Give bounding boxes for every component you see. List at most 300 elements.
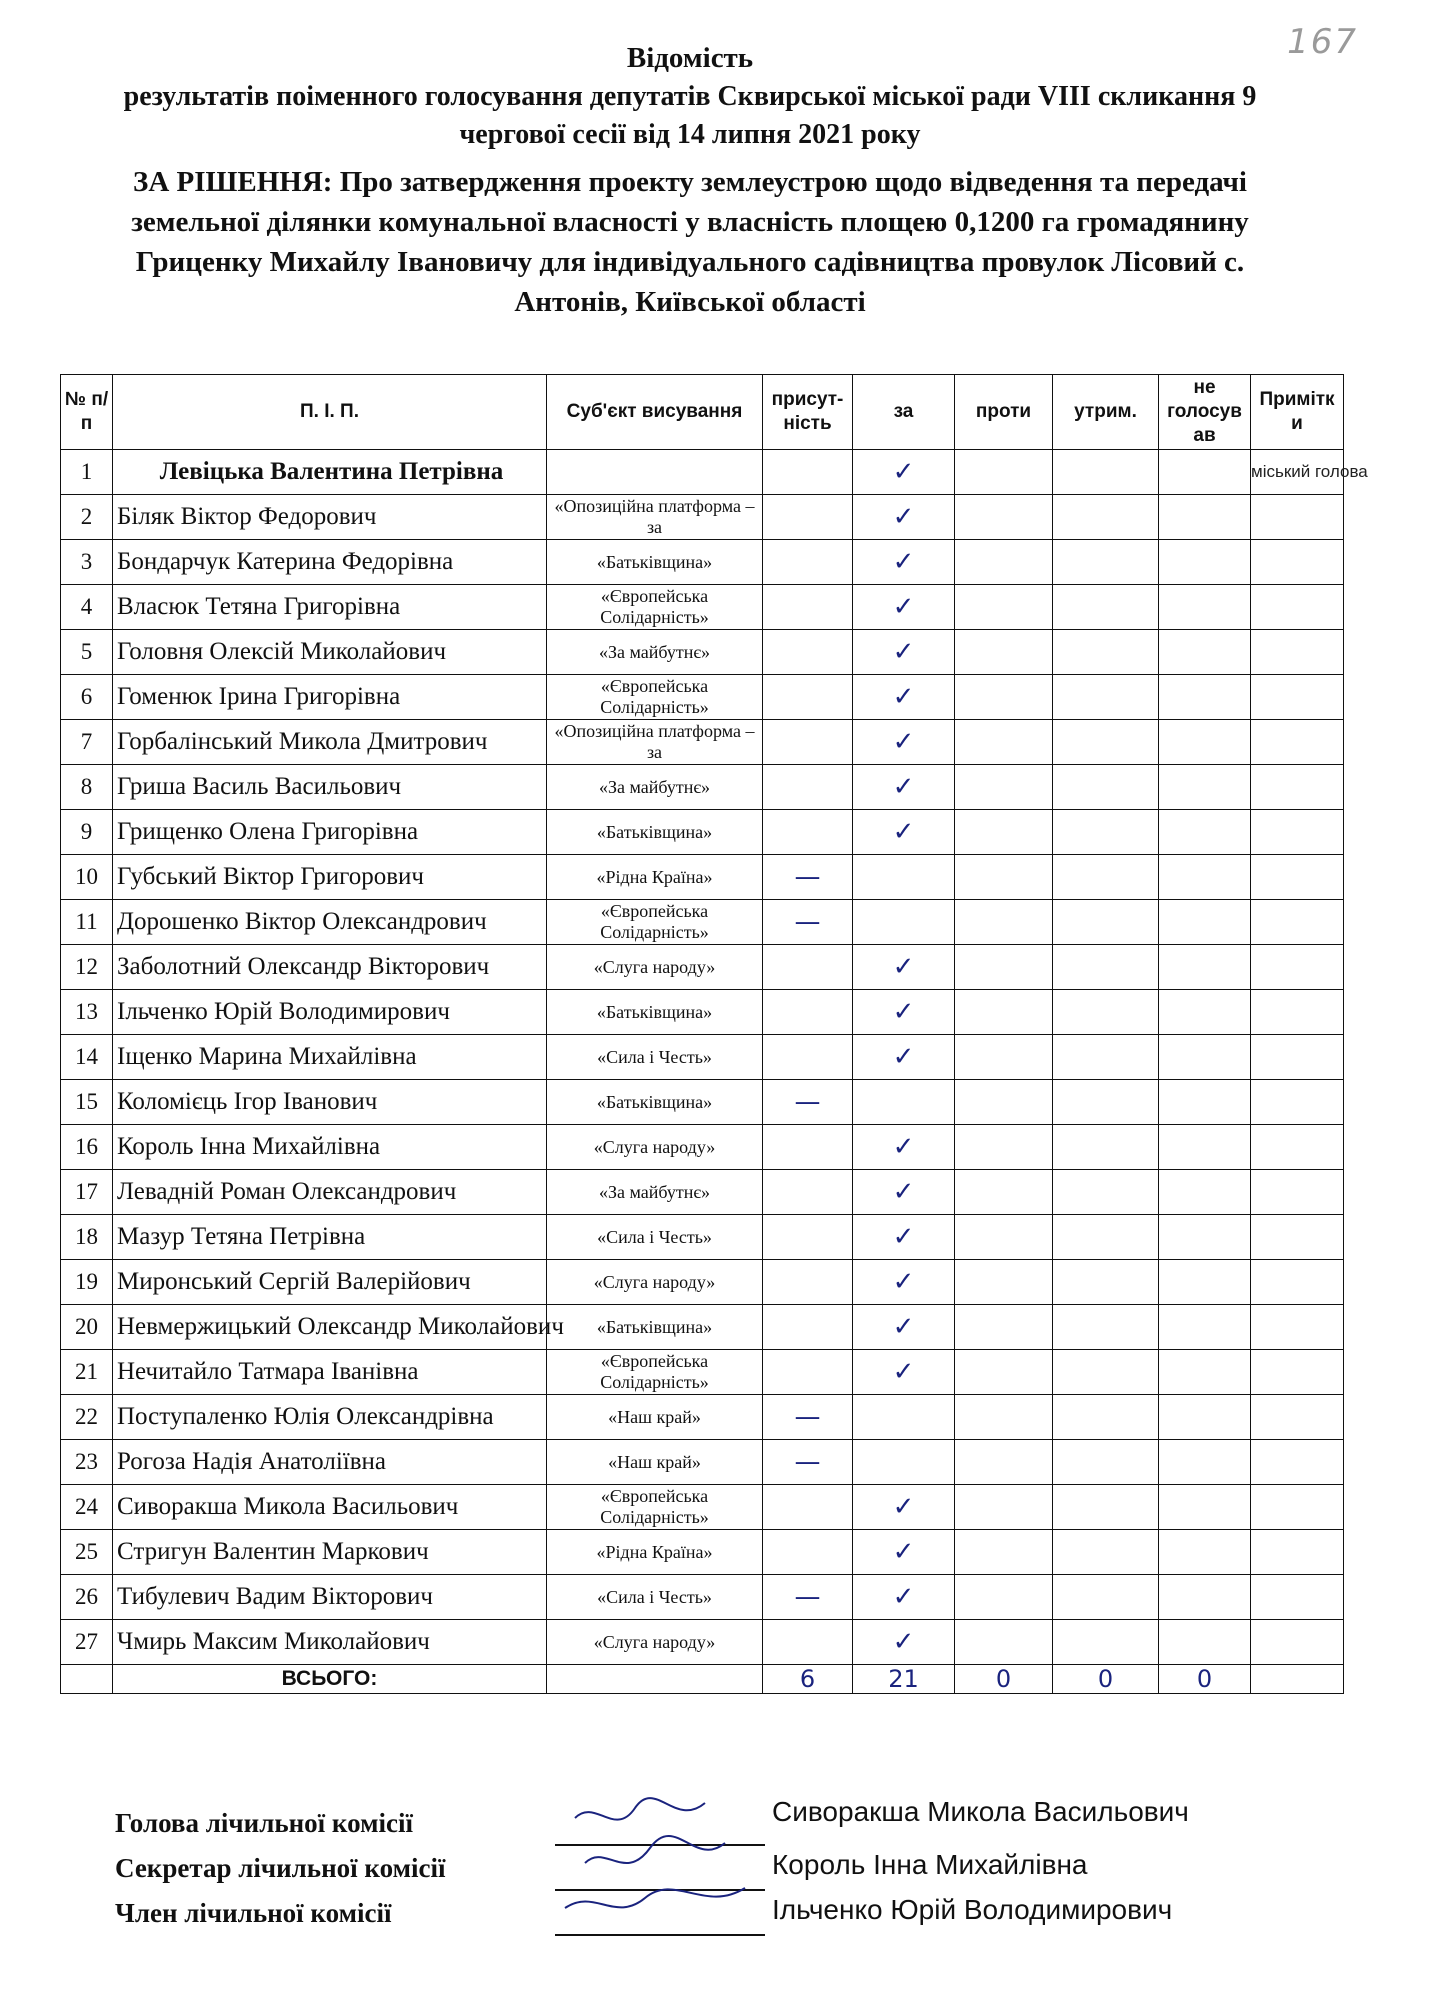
row-not-voted-mark xyxy=(1159,1395,1251,1440)
table-row xyxy=(61,1260,1344,1305)
table-row xyxy=(61,900,1344,945)
row-party: «Опозиційна платформа – за xyxy=(547,720,763,765)
row-abstain-mark xyxy=(1053,1170,1159,1215)
row-note xyxy=(1251,855,1344,900)
row-for-mark: ✓ xyxy=(853,585,955,630)
commission-member-name: Ільченко Юрій Володимирович xyxy=(772,1894,1173,1925)
col-header-abstain: утрим. xyxy=(1053,375,1159,450)
row-not-voted-mark xyxy=(1159,450,1251,495)
decision-line-3: Гриценку Михайлу Івановичу для індивідуального садівництва провулок Лісовий с. xyxy=(135,246,1245,278)
decision-line-2: земельної ділянки комунальної власності у власність площею 0,1200 га громадянину xyxy=(131,206,1249,238)
row-name: Король Інна Михайлівна xyxy=(113,1125,547,1170)
row-not-voted-mark xyxy=(1159,810,1251,855)
commission-member-role: Член лічильної комісії xyxy=(115,1898,392,1928)
document-title: Відомість xyxy=(626,42,754,74)
row-name: Сиворакша Микола Васильович xyxy=(113,1485,547,1530)
row-abstain-mark xyxy=(1053,1485,1159,1530)
row-not-voted-mark xyxy=(1159,1215,1251,1260)
row-for-mark: ✓ xyxy=(853,720,955,765)
row-not-voted-mark xyxy=(1159,540,1251,585)
row-party: «Слуга народу» xyxy=(547,1125,763,1170)
row-for-mark: ✓ xyxy=(853,1170,955,1215)
row-present-mark xyxy=(763,1260,853,1305)
subtitle-line-2: чергової сесії від 14 липня 2021 року xyxy=(459,119,921,150)
row-present-mark xyxy=(763,1305,853,1350)
row-for-mark xyxy=(853,1440,955,1485)
row-not-voted-mark xyxy=(1159,990,1251,1035)
row-name: Бондарчук Катерина Федорівна xyxy=(113,540,547,585)
row-not-voted-mark xyxy=(1159,1125,1251,1170)
row-abstain-mark xyxy=(1053,450,1159,495)
row-present-mark: — xyxy=(763,1440,853,1485)
row-for-mark: ✓ xyxy=(853,1485,955,1530)
row-present-mark xyxy=(763,495,853,540)
row-present-mark: — xyxy=(763,855,853,900)
row-against-mark xyxy=(955,495,1053,540)
row-note xyxy=(1251,1125,1344,1170)
row-against-mark xyxy=(955,1440,1053,1485)
row-party: «Європейська Солідарність» xyxy=(547,1350,763,1395)
row-against-mark xyxy=(955,450,1053,495)
row-num: 26 xyxy=(61,1575,113,1620)
row-abstain-mark xyxy=(1053,1215,1159,1260)
row-party: «Слуга народу» xyxy=(547,1260,763,1305)
row-name: Ільченко Юрій Володимирович xyxy=(113,990,547,1035)
col-header-present: присут-ність xyxy=(763,375,853,450)
row-note xyxy=(1251,1485,1344,1530)
row-present-mark: — xyxy=(763,1395,853,1440)
total-not-voted: 0 xyxy=(1159,1665,1251,1694)
row-not-voted-mark xyxy=(1159,1620,1251,1665)
row-abstain-mark xyxy=(1053,1305,1159,1350)
col-header-for: за xyxy=(853,375,955,450)
row-party: «Сила і Честь» xyxy=(547,1575,763,1620)
table-row xyxy=(61,540,1344,585)
commission-chair-row xyxy=(115,1796,1365,1848)
row-note: міський голова xyxy=(1251,450,1344,495)
table-row xyxy=(61,495,1344,540)
row-present-mark xyxy=(763,1125,853,1170)
row-party: «Слуга народу» xyxy=(547,1620,763,1665)
row-for-mark: ✓ xyxy=(853,450,955,495)
row-against-mark xyxy=(955,1530,1053,1575)
row-present-mark xyxy=(763,1620,853,1665)
row-name: Власюк Тетяна Григорівна xyxy=(113,585,547,630)
row-name: Гриша Василь Васильович xyxy=(113,765,547,810)
signature-line-chair xyxy=(555,1844,765,1846)
row-not-voted-mark xyxy=(1159,1170,1251,1215)
row-num: 11 xyxy=(61,900,113,945)
row-against-mark xyxy=(955,1485,1053,1530)
row-name: Горбалінський Микола Дмитрович xyxy=(113,720,547,765)
row-abstain-mark xyxy=(1053,900,1159,945)
col-header-notes: Примітк и xyxy=(1251,375,1344,450)
row-for-mark: ✓ xyxy=(853,1350,955,1395)
row-party: «Сила і Честь» xyxy=(547,1215,763,1260)
row-against-mark xyxy=(955,1260,1053,1305)
row-party: «Слуга народу» xyxy=(547,945,763,990)
row-note xyxy=(1251,990,1344,1035)
row-party: «Сила і Честь» xyxy=(547,1035,763,1080)
row-num: 2 xyxy=(61,495,113,540)
row-abstain-mark xyxy=(1053,810,1159,855)
row-for-mark: ✓ xyxy=(853,1260,955,1305)
row-against-mark xyxy=(955,675,1053,720)
row-note xyxy=(1251,810,1344,855)
row-party: «Європейська Солідарність» xyxy=(547,675,763,720)
row-against-mark xyxy=(955,1125,1053,1170)
row-not-voted-mark xyxy=(1159,1035,1251,1080)
row-name: Біляк Віктор Федорович xyxy=(113,495,547,540)
row-against-mark xyxy=(955,1395,1053,1440)
row-num: 20 xyxy=(61,1305,113,1350)
row-against-mark xyxy=(955,585,1053,630)
row-not-voted-mark xyxy=(1159,1440,1251,1485)
row-name: Мазур Тетяна Петрівна xyxy=(113,1215,547,1260)
row-abstain-mark xyxy=(1053,1125,1159,1170)
row-present-mark: — xyxy=(763,900,853,945)
row-name: Губський Віктор Григорович xyxy=(113,855,547,900)
table-row xyxy=(61,1305,1344,1350)
row-against-mark xyxy=(955,1170,1053,1215)
total-against: 0 xyxy=(955,1665,1053,1694)
row-present-mark: — xyxy=(763,1080,853,1125)
total-row xyxy=(61,1665,1344,1694)
row-name: Поступаленко Юлія Олександрівна xyxy=(113,1395,547,1440)
row-num: 12 xyxy=(61,945,113,990)
row-num: 1 xyxy=(61,450,113,495)
row-against-mark xyxy=(955,1620,1053,1665)
row-for-mark: ✓ xyxy=(853,1215,955,1260)
row-note xyxy=(1251,900,1344,945)
row-present-mark xyxy=(763,1530,853,1575)
row-against-mark xyxy=(955,945,1053,990)
table-row xyxy=(61,1395,1344,1440)
total-empty-notes xyxy=(1251,1665,1344,1694)
table-row xyxy=(61,765,1344,810)
commission-member-row xyxy=(115,1894,1365,1938)
row-abstain-mark xyxy=(1053,495,1159,540)
row-name: Левадній Роман Олександрович xyxy=(113,1170,547,1215)
row-abstain-mark xyxy=(1053,1575,1159,1620)
row-abstain-mark xyxy=(1053,945,1159,990)
row-against-mark xyxy=(955,1080,1053,1125)
signature-line-secretary xyxy=(555,1889,765,1891)
row-for-mark xyxy=(853,900,955,945)
row-not-voted-mark xyxy=(1159,945,1251,990)
row-not-voted-mark xyxy=(1159,720,1251,765)
table-row xyxy=(61,675,1344,720)
row-against-mark xyxy=(955,1575,1053,1620)
row-party: «Наш край» xyxy=(547,1395,763,1440)
row-party: «Рідна Країна» xyxy=(547,855,763,900)
row-party: «Європейська Солідарність» xyxy=(547,900,763,945)
row-present-mark xyxy=(763,540,853,585)
document-header xyxy=(30,38,1350,322)
row-abstain-mark xyxy=(1053,1530,1159,1575)
row-num: 10 xyxy=(61,855,113,900)
row-for-mark: ✓ xyxy=(853,495,955,540)
row-note xyxy=(1251,1395,1344,1440)
row-not-voted-mark xyxy=(1159,1305,1251,1350)
row-note xyxy=(1251,1170,1344,1215)
table-body xyxy=(61,450,1368,1665)
row-against-mark xyxy=(955,720,1053,765)
row-not-voted-mark xyxy=(1159,1530,1251,1575)
row-against-mark xyxy=(955,855,1053,900)
row-for-mark: ✓ xyxy=(853,630,955,675)
row-for-mark: ✓ xyxy=(853,765,955,810)
row-for-mark: ✓ xyxy=(853,1305,955,1350)
total-present: 6 xyxy=(763,1665,853,1694)
decision-text xyxy=(30,162,1350,322)
row-not-voted-mark xyxy=(1159,900,1251,945)
row-name: Дорошенко Віктор Олександрович xyxy=(113,900,547,945)
total-label: ВСЬОГО: xyxy=(113,1665,547,1694)
signature-line-member xyxy=(555,1934,765,1936)
row-present-mark xyxy=(763,675,853,720)
row-against-mark xyxy=(955,810,1053,855)
row-against-mark xyxy=(955,1215,1053,1260)
row-abstain-mark xyxy=(1053,1260,1159,1305)
row-against-mark xyxy=(955,765,1053,810)
row-not-voted-mark xyxy=(1159,1350,1251,1395)
row-not-voted-mark xyxy=(1159,1575,1251,1620)
row-present-mark xyxy=(763,630,853,675)
row-note xyxy=(1251,495,1344,540)
row-for-mark: ✓ xyxy=(853,1620,955,1665)
row-note xyxy=(1251,1080,1344,1125)
row-present-mark xyxy=(763,1170,853,1215)
table-row xyxy=(61,1575,1344,1620)
table-row xyxy=(61,1440,1344,1485)
col-header-against: проти xyxy=(955,375,1053,450)
row-num: 25 xyxy=(61,1530,113,1575)
row-note xyxy=(1251,1575,1344,1620)
table-row xyxy=(61,1125,1344,1170)
row-against-mark xyxy=(955,990,1053,1035)
commission-secretary-row xyxy=(115,1849,1365,1893)
table-row xyxy=(61,1530,1344,1575)
row-present-mark xyxy=(763,1215,853,1260)
col-header-not-voted: не голосув ав xyxy=(1159,375,1251,450)
row-num: 6 xyxy=(61,675,113,720)
row-for-mark: ✓ xyxy=(853,1575,955,1620)
row-num: 7 xyxy=(61,720,113,765)
row-for-mark: ✓ xyxy=(853,810,955,855)
row-num: 13 xyxy=(61,990,113,1035)
row-against-mark xyxy=(955,1035,1053,1080)
col-header-name: П. І. П. xyxy=(113,375,547,450)
row-note xyxy=(1251,540,1344,585)
row-abstain-mark xyxy=(1053,1350,1159,1395)
row-note xyxy=(1251,945,1344,990)
row-abstain-mark xyxy=(1053,675,1159,720)
row-note xyxy=(1251,1440,1344,1485)
row-not-voted-mark xyxy=(1159,495,1251,540)
row-against-mark xyxy=(955,630,1053,675)
row-num: 5 xyxy=(61,630,113,675)
subtitle-line-1: результатів поіменного голосування депутатів Сквирської міської ради VIII скликання 9 xyxy=(123,81,1257,112)
row-present-mark xyxy=(763,1485,853,1530)
row-name: Нечитайло Татмара Іванівна xyxy=(113,1350,547,1395)
page-number: 167 xyxy=(1287,22,1358,62)
row-num: 23 xyxy=(61,1440,113,1485)
row-abstain-mark xyxy=(1053,1395,1159,1440)
row-name: Коломієць Ігор Іванович xyxy=(113,1080,547,1125)
row-num: 14 xyxy=(61,1035,113,1080)
row-for-mark: ✓ xyxy=(853,990,955,1035)
commission-chair-role: Голова лічильної комісії xyxy=(115,1808,413,1838)
row-present-mark xyxy=(763,990,853,1035)
row-name: Левіцька Валентина Петрівна xyxy=(113,450,547,495)
table-row xyxy=(61,1080,1344,1125)
row-note xyxy=(1251,630,1344,675)
row-name: Тибулевич Вадим Вікторович xyxy=(113,1575,547,1620)
row-abstain-mark xyxy=(1053,1080,1159,1125)
row-for-mark xyxy=(853,1080,955,1125)
row-not-voted-mark xyxy=(1159,1485,1251,1530)
row-num: 15 xyxy=(61,1080,113,1125)
row-note xyxy=(1251,585,1344,630)
row-present-mark xyxy=(763,1350,853,1395)
row-abstain-mark xyxy=(1053,765,1159,810)
row-num: 3 xyxy=(61,540,113,585)
row-name: Стригун Валентин Маркович xyxy=(113,1530,547,1575)
commission-secretary-name: Король Інна Михайлівна xyxy=(772,1849,1088,1880)
row-note xyxy=(1251,1350,1344,1395)
row-num: 24 xyxy=(61,1485,113,1530)
row-not-voted-mark xyxy=(1159,855,1251,900)
row-abstain-mark xyxy=(1053,1440,1159,1485)
row-present-mark: — xyxy=(763,1575,853,1620)
commission-secretary-role: Секретар лічильної комісії xyxy=(115,1853,446,1883)
commission-chair-name: Сиворакша Микола Васильович xyxy=(772,1796,1189,1827)
decision-line-1: ЗА РІШЕННЯ: Про затвердження проекту землеустрою щодо відведення та передачі xyxy=(133,166,1247,198)
row-party: «Рідна Країна» xyxy=(547,1530,763,1575)
total-empty-party xyxy=(547,1665,763,1694)
row-num: 4 xyxy=(61,585,113,630)
row-present-mark xyxy=(763,810,853,855)
row-num: 16 xyxy=(61,1125,113,1170)
row-party xyxy=(547,450,763,495)
row-abstain-mark xyxy=(1053,540,1159,585)
row-note xyxy=(1251,1215,1344,1260)
row-name: Головня Олексій Миколайович xyxy=(113,630,547,675)
row-present-mark xyxy=(763,585,853,630)
row-num: 8 xyxy=(61,765,113,810)
voting-table xyxy=(60,374,1368,1694)
table-row xyxy=(61,1485,1344,1530)
row-note xyxy=(1251,1620,1344,1665)
row-for-mark: ✓ xyxy=(853,675,955,720)
row-num: 21 xyxy=(61,1350,113,1395)
row-num: 18 xyxy=(61,1215,113,1260)
row-against-mark xyxy=(955,1305,1053,1350)
row-for-mark: ✓ xyxy=(853,1530,955,1575)
table-row xyxy=(61,945,1344,990)
row-for-mark: ✓ xyxy=(853,540,955,585)
row-num: 9 xyxy=(61,810,113,855)
row-note xyxy=(1251,765,1344,810)
table-row xyxy=(61,1620,1344,1665)
table-row xyxy=(61,720,1344,765)
row-against-mark xyxy=(955,1350,1053,1395)
row-against-mark xyxy=(955,900,1053,945)
row-not-voted-mark xyxy=(1159,1260,1251,1305)
row-num: 17 xyxy=(61,1170,113,1215)
row-name: Миронський Сергій Валерійович xyxy=(113,1260,547,1305)
total-for: 21 xyxy=(853,1665,955,1694)
table-row xyxy=(61,1035,1344,1080)
row-for-mark: ✓ xyxy=(853,1125,955,1170)
row-not-voted-mark xyxy=(1159,675,1251,720)
row-num: 22 xyxy=(61,1395,113,1440)
row-note xyxy=(1251,675,1344,720)
row-present-mark xyxy=(763,720,853,765)
row-note xyxy=(1251,1035,1344,1080)
row-against-mark xyxy=(955,540,1053,585)
table-row xyxy=(61,630,1344,675)
table-row xyxy=(61,585,1344,630)
row-num: 19 xyxy=(61,1260,113,1305)
table-row xyxy=(61,450,1344,495)
row-name: Грищенко Олена Григорівна xyxy=(113,810,547,855)
row-not-voted-mark xyxy=(1159,765,1251,810)
row-note xyxy=(1251,1305,1344,1350)
row-abstain-mark xyxy=(1053,585,1159,630)
row-not-voted-mark xyxy=(1159,630,1251,675)
row-not-voted-mark xyxy=(1159,585,1251,630)
row-present-mark xyxy=(763,945,853,990)
row-name: Невмержицький Олександр Миколайович xyxy=(113,1305,547,1350)
table-row xyxy=(61,1170,1344,1215)
row-num: 27 xyxy=(61,1620,113,1665)
row-for-mark: ✓ xyxy=(853,1035,955,1080)
row-abstain-mark xyxy=(1053,855,1159,900)
table-row xyxy=(61,810,1344,855)
row-present-mark xyxy=(763,450,853,495)
row-party: «Опозиційна платформа – за xyxy=(547,495,763,540)
row-present-mark xyxy=(763,1035,853,1080)
table-row xyxy=(61,990,1344,1035)
row-party: «Наш край» xyxy=(547,1440,763,1485)
row-abstain-mark xyxy=(1053,990,1159,1035)
row-name: Рогоза Надія Анатоліївна xyxy=(113,1440,547,1485)
row-party: «Європейська Солідарність» xyxy=(547,585,763,630)
row-for-mark: ✓ xyxy=(853,945,955,990)
row-party: «Батьківщина» xyxy=(547,1080,763,1125)
row-for-mark xyxy=(853,855,955,900)
row-name: Гоменюк Ірина Григорівна xyxy=(113,675,547,720)
row-party: «Батьківщина» xyxy=(547,810,763,855)
row-not-voted-mark xyxy=(1159,1080,1251,1125)
table-row xyxy=(61,1350,1344,1395)
row-abstain-mark xyxy=(1053,1035,1159,1080)
row-for-mark xyxy=(853,1395,955,1440)
row-name: Чмирь Максим Миколайович xyxy=(113,1620,547,1665)
row-note xyxy=(1251,720,1344,765)
row-party: «Батьківщина» xyxy=(547,540,763,585)
total-empty-num xyxy=(61,1665,113,1694)
row-party: «За майбутнє» xyxy=(547,765,763,810)
row-abstain-mark xyxy=(1053,720,1159,765)
col-header-party: Суб'єкт висування xyxy=(547,375,763,450)
row-name: Іщенко Марина Михайлівна xyxy=(113,1035,547,1080)
decision-line-4: Антонів, Київської області xyxy=(514,286,866,318)
row-abstain-mark xyxy=(1053,630,1159,675)
row-note xyxy=(1251,1530,1344,1575)
